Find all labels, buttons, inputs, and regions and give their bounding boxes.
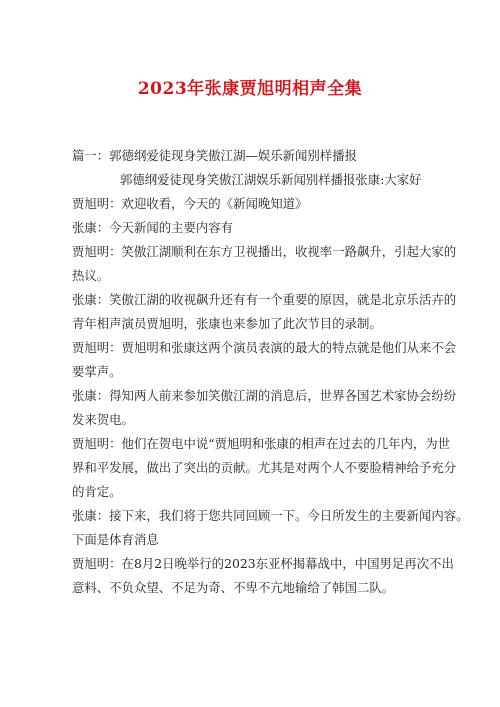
text-line: 青年相声演员贾旭明，张康也来参加了此次节目的录制。 [72,316,382,331]
text-line: 贾旭明：贾旭明和张康这两个演员表演的最大的特点就是他们从来不会 [72,340,457,355]
text-line: 贾旭明：笑傲江湖顺利在东方卫视播出，收视率一路飙升，引起大家的 [72,244,457,259]
text-line: 贾旭明：欢迎收看，今天的《新闻晚知道》 [72,196,308,211]
text-line: 热议。 [72,268,110,283]
text-line: 张康：笑傲江湖的收视飙升还有有一个重要的原因，就是北京乐活卉的 [72,292,457,307]
text-line: 篇一：郭德纲爱徒现身笑傲江湖—娱乐新闻别样播报 [72,148,357,163]
text-line: 要掌声。 [72,364,122,379]
text-line: 郭德纲爱徒现身笑傲江湖娱乐新闻别样播报张康:大家好 [120,172,422,187]
text-line: 张康：今天新闻的主要内容有 [72,220,234,235]
text-line: 贾旭明：在8月2日晚举行的2023东亚杯揭幕战中，中国男足再次不出 [72,556,454,571]
text-line: 张康：接下来，我们将于您共同回顾一下。今日所发生的主要新闻内容。 [72,508,469,523]
text-line: 的肯定。 [72,484,122,499]
text-line: 贾旭明：他们在贺电中说“贾旭明和张康的相声在过去的几年内，为世 [72,436,451,451]
document-title: 2023年张康贾旭明相声全集 [137,79,363,99]
text-line: 发来贺电。 [72,412,134,427]
text-line: 意料、不负众望、不足为奇、不卑不亢地输给了韩国二队。 [72,580,395,595]
text-line: 下面是体育消息 [72,532,159,547]
text-line: 张康：得知两人前来参加笑傲江湖的消息后，世界各国艺术家协会纷纷 [72,388,457,403]
text-line: 界和平发展，做出了突出的贡献。尤其是对两个人不要脸精神给予充分 [72,460,457,475]
document-body [72,144,469,600]
